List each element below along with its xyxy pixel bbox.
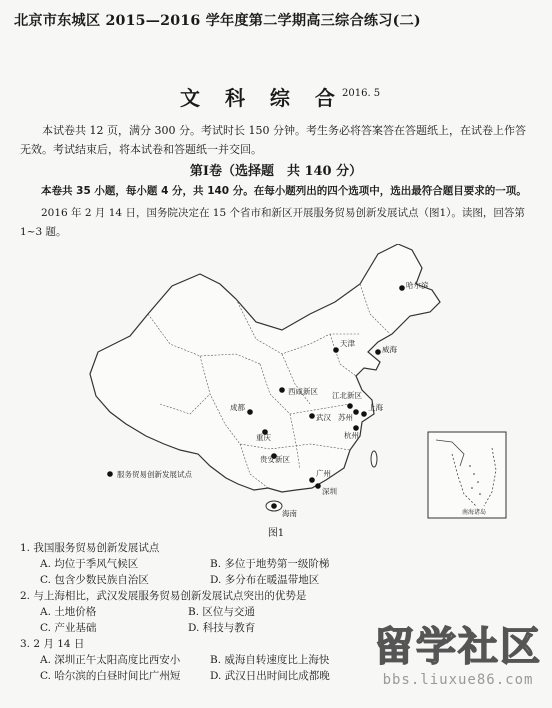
city-label-weihai: 威海 [382,345,397,354]
city-dot-harbin [399,285,405,291]
city-label-xixian: 西咸新区 [288,387,318,396]
city-dot-chengdu [247,409,253,415]
option-b: B. 威海自转速度比上海快 [210,654,330,666]
china-map-figure [60,244,510,524]
watermark-text: 留学社区 [374,624,542,670]
question-intro: 2016 年 2 月 14 日，国务院决定在 15 个省市和新区开展服务贸易创新发展试点（图1）。读图，回答第 1~3 题。 [20,207,525,238]
section-note: 本卷共 35 小题，每小题 4 分，共 140 分。在每小题列出的四个选项中，选出最符合题目要求的一项。 [41,185,527,197]
option-a: A. 土地价格 [40,606,97,618]
question-stem: 1. 我国服务贸易创新发展试点 [20,542,160,554]
option-d: D. 武汉日出时间比成都晚 [210,670,330,682]
city-dot-wuhan [309,413,315,419]
option-c: C. 哈尔滨的白昼时间比广州短 [40,670,181,682]
exam-instructions: 本试卷共 12 页，满分 300 分。考试时长 150 分钟。考生务必将答案答在答题纸上，在试卷上作答无效。考试结束后，将本试卷和答题纸一并交回。 [20,124,526,156]
legend-label: 服务贸易创新发展试点 [117,470,192,479]
subject-title: 文 科 综 合 [180,86,344,110]
city-label-chongqing: 重庆 [256,433,271,442]
city-dot-guangzhou [309,477,315,483]
city-label-hangzhou: 杭州 [344,431,359,440]
exam-date: 2016. 5 [342,88,381,99]
city-dot-weihai [375,349,381,355]
watermark-url: bbs.liuxue86.com [382,672,534,688]
city-label-wuhan: 武汉 [316,413,331,422]
option-b: B. 区位与交通 [188,606,255,618]
city-label-guian: 贵安新区 [260,455,290,464]
section-title: 第Ⅰ卷（选择题 共 140 分） [189,164,363,179]
city-label-shanghai: 上海 [368,403,383,412]
city-label-harbin: 哈尔滨 [406,281,429,290]
inset-label: 南海诸岛 [462,509,487,516]
city-dot-xixian [279,387,285,393]
city-label-suzhou: 苏州 [338,413,353,422]
exam-title: 北京市东城区 2015—2016 学年度第二学期高三综合练习(二) [14,13,421,29]
question-stem: 3. 2 月 14 日 [20,638,85,650]
city-label-chengdu: 成都 [230,403,245,412]
question-stem: 2. 与上海相比，武汉发展服务贸易创新发展试点突出的优势是 [20,590,307,602]
city-dot-tianjin [333,347,339,353]
city-label-tianjin: 天津 [340,339,355,348]
city-dot-hainan [271,503,277,509]
city-label-shenzhen: 深圳 [322,487,337,496]
question-1 [20,541,540,588]
city-dot-jiangbei [347,403,353,409]
site-watermark [374,615,542,688]
option-c: C. 产业基础 [40,622,97,634]
city-dot-shanghai [361,411,367,417]
option-c: C. 包含少数民族自治区 [40,574,149,586]
city-label-hainan: 海南 [282,509,297,518]
city-dot-suzhou [353,409,359,415]
legend-dot [107,471,113,477]
option-b: B. 多位于地势第一级阶梯 [210,558,330,570]
city-dot-shenzhen [315,483,321,489]
option-d: D. 多分布在暖温带地区 [210,574,320,586]
city-label-guangzhou: 广州 [316,469,331,478]
option-a: A. 均位于季风气候区 [40,558,139,570]
south-china-sea-inset [428,432,506,518]
china-map [60,244,510,524]
city-dot-hangzhou [353,425,359,431]
taiwan-island [371,451,377,467]
option-d: D. 科技与教育 [188,622,256,634]
city-label-jiangbei: 江北新区 [332,391,362,400]
option-a: A. 深圳正午太阳高度比西安小 [40,654,181,666]
figure-caption: 图1 [267,528,285,539]
